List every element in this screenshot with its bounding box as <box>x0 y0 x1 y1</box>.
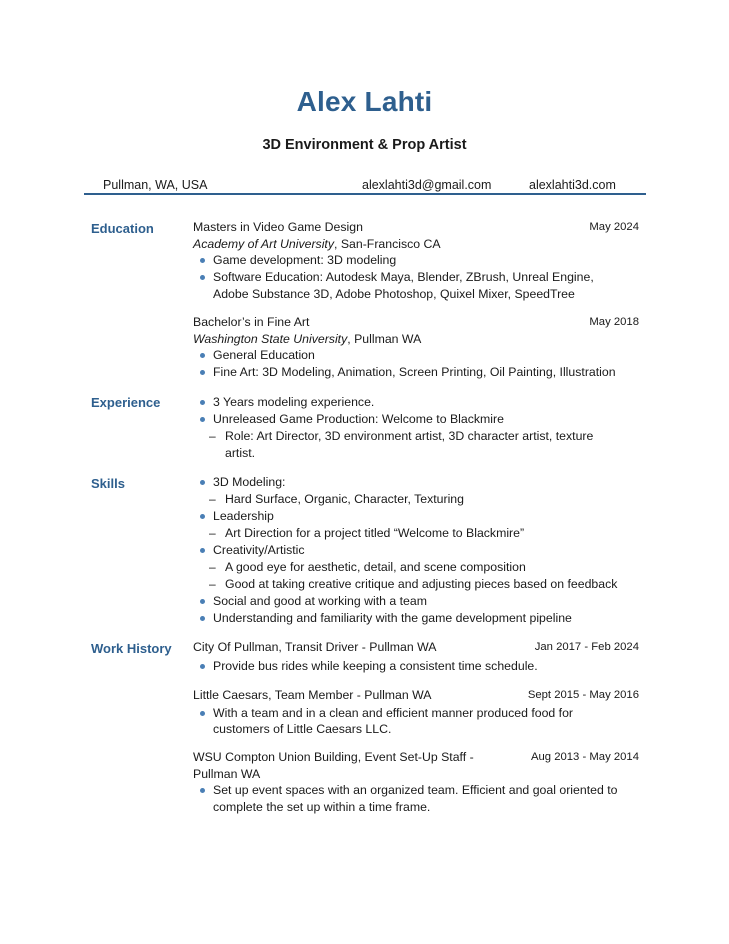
bullet-icon <box>200 599 205 604</box>
experience-bullet: 3 Years modeling experience. <box>213 395 375 409</box>
education-degree: Bachelor’s in Fine Art <box>193 315 310 329</box>
contact-website[interactable]: alexlahti3d.com <box>529 178 616 192</box>
education-school-line <box>193 331 421 348</box>
education-bullet: Fine Art: 3D Modeling, Animation, Screen Printing, Oil Painting, Illustration <box>213 365 616 379</box>
education-bullet-cont: Adobe Substance 3D, Adobe Photoshop, Quixel Mixer, SpeedTree <box>213 287 575 301</box>
contact-location: Pullman, WA, USA <box>103 178 208 192</box>
job-bullet: With a team and in a clean and efficient manner produced food for <box>213 706 574 720</box>
job-title: WSU Compton Union Building, Event Set-Up Staff - <box>193 750 474 764</box>
education-bullet: Software Education: Autodesk Maya, Blender, ZBrush, Unreal Engine, <box>213 270 594 284</box>
bullet-icon <box>200 258 205 263</box>
skill-sub-item: Good at taking creative critique and adjusting pieces based on feedback <box>225 577 618 591</box>
bullet-icon <box>200 400 205 405</box>
dash-icon: – <box>209 492 216 506</box>
section-work-history-heading: Work History <box>91 641 172 656</box>
skill-item: Creativity/Artistic <box>213 543 305 557</box>
skill-item: Leadership <box>213 509 274 523</box>
skill-item: Understanding and familiarity with the game development pipeline <box>213 611 572 625</box>
dash-icon: – <box>209 560 216 574</box>
skill-sub-item: Art Direction for a project titled “Welcome to Blackmire” <box>225 526 525 540</box>
job-bullet: Set up event spaces with an organized team. Efficient and goal oriented to <box>213 783 618 797</box>
bullet-icon <box>200 711 205 716</box>
bullet-icon <box>200 370 205 375</box>
education-bullet: General Education <box>213 348 315 362</box>
education-date: May 2018 <box>589 316 639 328</box>
skill-sub-item: A good eye for aesthetic, detail, and scene composition <box>225 560 526 574</box>
job-date: Sept 2015 - May 2016 <box>527 689 639 701</box>
job-title: Little Caesars, Team Member - Pullman WA <box>193 688 432 702</box>
skill-sub-item: Hard Surface, Organic, Character, Texturing <box>225 492 464 506</box>
bullet-icon <box>200 616 205 621</box>
bullet-icon <box>200 480 205 485</box>
skill-item: 3D Modeling: <box>213 475 286 489</box>
bullet-icon <box>200 664 205 669</box>
job-date: Aug 2013 - May 2014 <box>530 751 639 763</box>
section-experience-heading: Experience <box>91 395 161 410</box>
header-divider <box>84 193 646 195</box>
bullet-icon <box>200 417 205 422</box>
bullet-icon <box>200 353 205 358</box>
dash-icon: – <box>209 526 216 540</box>
job-date: Jan 2017 - Feb 2024 <box>534 641 639 653</box>
education-degree: Masters in Video Game Design <box>193 220 363 234</box>
skill-item: Social and good at working with a team <box>213 594 427 608</box>
contact-email[interactable]: alexlahti3d@gmail.com <box>362 178 492 192</box>
bullet-icon <box>200 514 205 519</box>
dash-icon: – <box>209 429 216 443</box>
resume-title: 3D Environment & Prop Artist <box>262 137 467 153</box>
education-school-line <box>193 236 441 253</box>
education-school-location: , Pullman WA <box>347 332 422 346</box>
experience-bullet: Unreleased Game Production: Welcome to Blackmire <box>213 412 504 426</box>
section-education-heading: Education <box>91 221 154 236</box>
section-skills-heading: Skills <box>91 476 125 491</box>
bullet-icon <box>200 548 205 553</box>
bullet-icon <box>200 788 205 793</box>
job-title: City Of Pullman, Transit Driver - Pullman WA <box>193 640 437 654</box>
job-bullet: Provide bus rides while keeping a consistent time schedule. <box>213 659 538 673</box>
resume-name: Alex Lahti <box>296 86 433 117</box>
education-school-location: , San-Francisco CA <box>334 237 441 251</box>
dash-icon: – <box>209 577 216 591</box>
experience-sub-bullet: Role: Art Director, 3D environment artist, 3D character artist, texture <box>225 429 594 443</box>
education-date: May 2024 <box>589 221 639 233</box>
education-school: Washington State University <box>193 332 348 346</box>
education-school: Academy of Art University <box>193 237 334 251</box>
education-bullet: Game development: 3D modeling <box>213 253 397 267</box>
job-bullet-cont: customers of Little Caesars LLC. <box>213 722 392 736</box>
job-bullet-cont: complete the set up within a time frame. <box>213 800 431 814</box>
job-title-cont: Pullman WA <box>193 767 261 781</box>
experience-sub-bullet-cont: artist. <box>225 446 256 460</box>
bullet-icon <box>200 275 205 280</box>
